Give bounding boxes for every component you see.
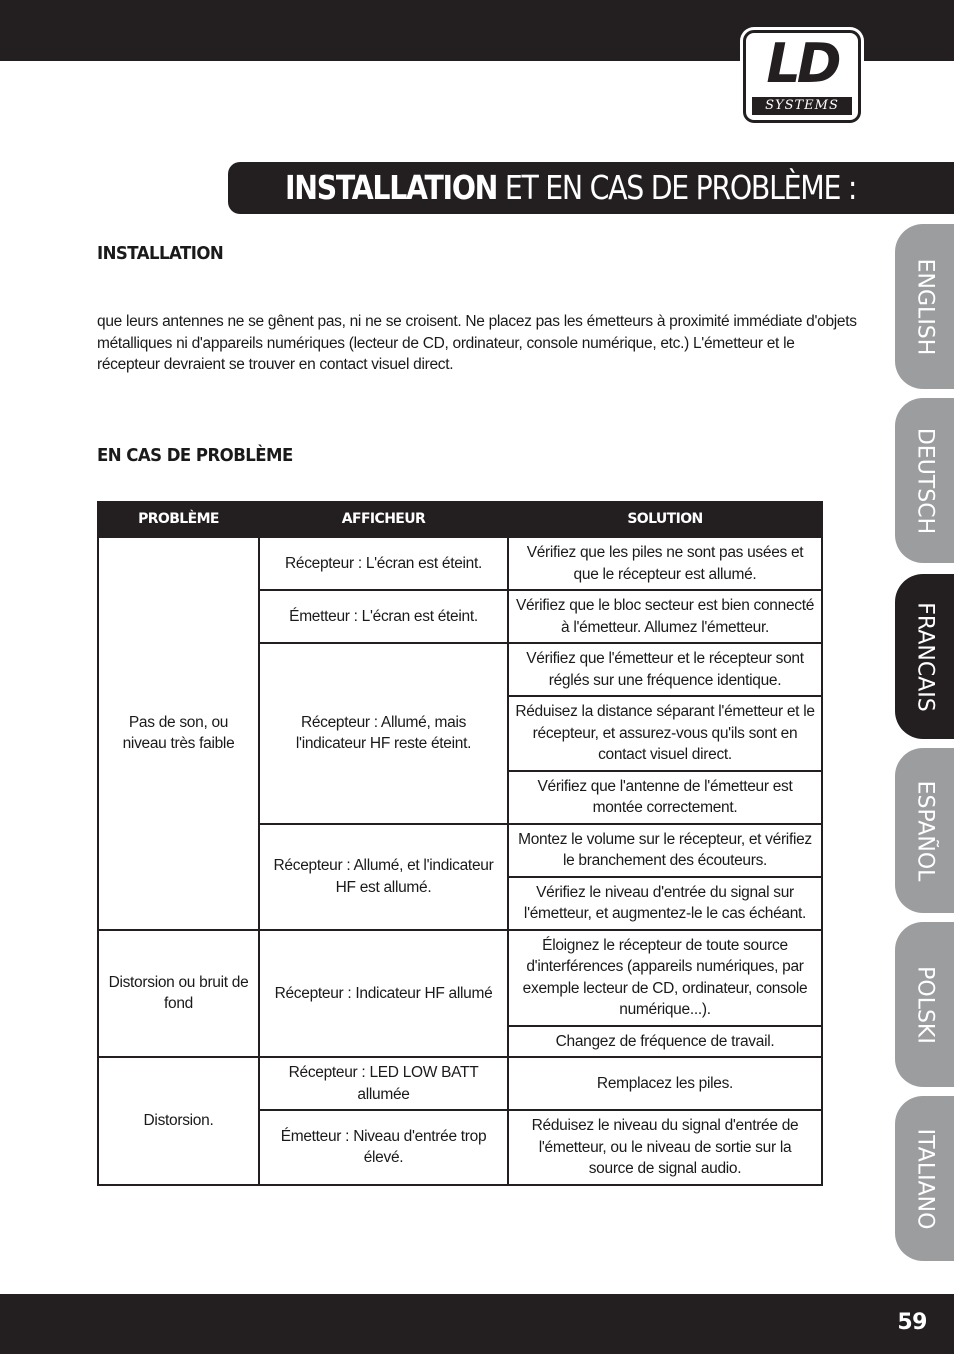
logo-main-text: LD xyxy=(766,32,838,95)
display-cell: Récepteur : Allumé, et l'indicateur HF est allumé. xyxy=(259,824,508,930)
display-cell: Récepteur : LED LOW BATT allumée xyxy=(259,1057,508,1110)
logo-sub-text: SYSTEMS xyxy=(752,97,852,115)
display-cell: Récepteur : L'écran est éteint. xyxy=(259,537,508,590)
page-title xyxy=(285,162,856,214)
troubleshooting-table xyxy=(97,501,823,1186)
solution-cell: Remplacez les piles. xyxy=(508,1057,822,1110)
solution-cell: Éloignez le récepteur de toute source d'interférences (appareils numériques, par exemple lecteur de CD, ordinateur, console numérique...). xyxy=(508,930,822,1026)
tab-italiano-label: ITALIANO xyxy=(912,1128,937,1229)
page-title-bold: INSTALLATION xyxy=(285,168,498,207)
bottom-bar xyxy=(0,1294,954,1354)
page-number: 59 xyxy=(897,1310,927,1335)
ld-systems-logo xyxy=(740,27,864,126)
solution-cell: Vérifiez que l'émetteur et le récepteur sont réglés sur une fréquence identique. xyxy=(508,643,822,696)
header-solution: SOLUTION xyxy=(508,502,822,537)
header-probleme: PROBLÈME xyxy=(98,502,259,537)
tab-francais[interactable] xyxy=(895,574,954,739)
table-row xyxy=(98,1057,822,1110)
problem-cell: Pas de son, ou niveau très faible xyxy=(98,537,259,930)
display-cell: Émetteur : L'écran est éteint. xyxy=(259,590,508,643)
solution-cell: Changez de fréquence de travail. xyxy=(508,1026,822,1058)
solution-cell: Vérifiez que le bloc secteur est bien connecté à l'émetteur. Allumez l'émetteur. xyxy=(508,590,822,643)
display-cell: Émetteur : Niveau d'entrée trop élevé. xyxy=(259,1110,508,1185)
tab-deutsch[interactable] xyxy=(895,398,954,563)
page-title-band xyxy=(228,162,954,214)
solution-cell: Réduisez le niveau du signal d'entrée de l'émetteur, ou le niveau de sortie sur la source de signal audio. xyxy=(508,1110,822,1185)
installation-heading: INSTALLATION xyxy=(97,243,224,264)
problem-cell: Distorsion. xyxy=(98,1057,259,1185)
tab-francais-label: FRANCAIS xyxy=(912,601,937,712)
table-row xyxy=(98,537,822,590)
tab-deutsch-label: DEUTSCH xyxy=(912,427,937,534)
tab-espanol-label: ESPAÑOL xyxy=(912,780,937,881)
tab-polski-label: POLSKI xyxy=(912,965,937,1044)
solution-cell: Vérifiez le niveau d'entrée du signal sur l'émetteur, et augmentez-le le cas échéant. xyxy=(508,877,822,930)
header-afficheur: AFFICHEUR xyxy=(259,502,508,537)
solution-cell: Réduisez la distance séparant l'émetteur et le récepteur, et assurez-vous qu'ils sont en contact visuel direct. xyxy=(508,696,822,771)
page-title-rest: ET EN CAS DE PROBLÈME : xyxy=(497,168,857,207)
tab-italiano[interactable] xyxy=(895,1096,954,1261)
solution-cell: Vérifiez que l'antenne de l'émetteur est montée correctement. xyxy=(508,771,822,824)
tab-espanol[interactable] xyxy=(895,748,954,913)
solution-cell: Vérifiez que les piles ne sont pas usées et que le récepteur est allumé. xyxy=(508,537,822,590)
troubleshooting-heading: EN CAS DE PROBLÈME xyxy=(97,445,293,466)
display-cell: Récepteur : Allumé, mais l'indicateur HF reste éteint. xyxy=(259,643,508,824)
installation-text: que leurs antennes ne se gênent pas, ni ne se croisent. Ne placez pas les émetteurs à proximité immédiate d'objets métalliques ni d'appareils numériques (lecteur de CD, ordinateur, console numérique, etc.) L'émetteur et le récepteur devraient se trouver en contact visuel direct. xyxy=(97,313,857,373)
table-header-row xyxy=(98,502,822,537)
table-row xyxy=(98,930,822,1026)
display-cell: Récepteur : Indicateur HF allumé xyxy=(259,930,508,1058)
tab-english[interactable] xyxy=(895,224,954,389)
problem-cell: Distorsion ou bruit de fond xyxy=(98,930,259,1058)
tab-polski[interactable] xyxy=(895,922,954,1087)
tab-english-label: ENGLISH xyxy=(912,258,937,355)
solution-cell: Montez le volume sur le récepteur, et vérifiez le branchement des écouteurs. xyxy=(508,824,822,877)
